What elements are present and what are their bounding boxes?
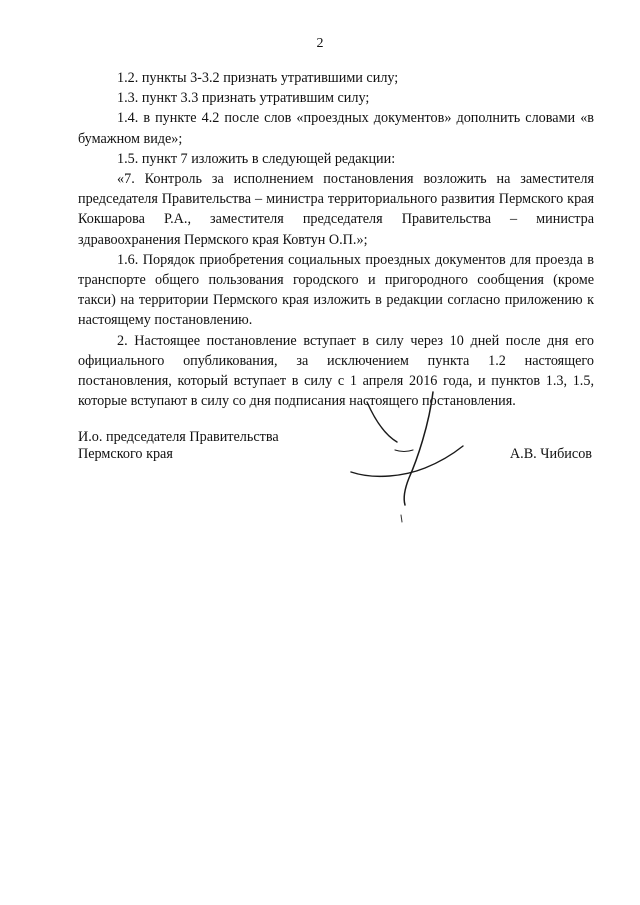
paragraph-1-4: 1.4. в пункте 4.2 после слов «проездных документов» дополнить словами «в бумажном виде»; xyxy=(78,110,594,147)
paragraph-1-6: 1.6. Порядок приобретения социальных проездных документов для проезда в транспорте общего пользования городского и пригородного сообщения (кроме такси) на территории Пермского края изложить в редакции согласно приложению к настоящему постановлению. xyxy=(78,251,594,329)
paragraph-2: 2. Настоящее постановление вступает в силу через 10 дней после дня его официального опубликования, за исключением пункта 1.2 настоящего постановления, который вступает в силу с 1 апреля 2016 года, и пунктов 1.3, 1.5, которые вступают в силу со дня подписания настоящего постановления. xyxy=(78,332,594,410)
paragraph-1-3: 1.3. пункт 3.3 признать утратившим силу; xyxy=(117,90,370,107)
page-number: 2 xyxy=(316,36,324,51)
signer-position-line-1: И.о. председателя Правительства xyxy=(78,429,279,445)
handwritten-signature xyxy=(345,380,475,525)
paragraph-quoted-7: «7. Контроль за исполнением постановления возложить на заместителя председателя Правительства – министра территориального развития Пермского края Кокшарова Р.А., заместителя председателя Правительства – министра здравоохранения Пермского края Ковтун О.П.»; xyxy=(78,171,594,248)
document-body xyxy=(78,68,594,411)
signer-name: А.В. Чибисов xyxy=(509,446,592,462)
signer-position-line-2: Пермского края xyxy=(78,446,173,462)
paragraph-1-5: 1.5. пункт 7 изложить в следующей редакции: xyxy=(117,150,396,167)
paragraph-1-2: 1.2. пункты 3-3.2 признать утратившими силу; xyxy=(117,70,399,86)
signer-position xyxy=(78,429,279,463)
